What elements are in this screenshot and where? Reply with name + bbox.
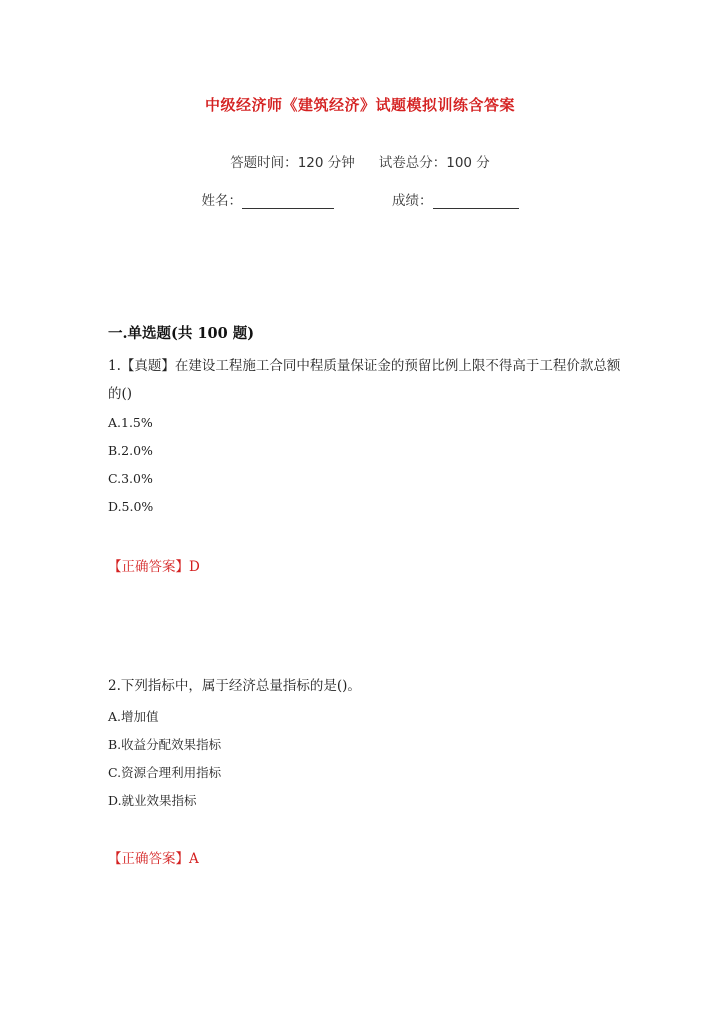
time-value: 120 分钟 bbox=[297, 155, 355, 171]
question-2-option-d: D.就业效果指标 bbox=[108, 793, 197, 808]
exam-info-row bbox=[0, 151, 720, 171]
question-2-answer: 【正确答案】A bbox=[108, 851, 199, 867]
score-blank bbox=[433, 194, 519, 209]
question-1-option-d: D.5.0% bbox=[108, 499, 154, 514]
question-2-text: 2.下列指标中，属于经济总量指标的是()。 bbox=[108, 678, 361, 694]
time-label: 答题时间： bbox=[230, 155, 298, 171]
total-label: 试卷总分： bbox=[378, 155, 447, 171]
question-1-option-a: A.1.5% bbox=[108, 415, 153, 430]
student-info-row bbox=[0, 189, 720, 209]
question-1-option-c: C.3.0% bbox=[108, 471, 153, 486]
question-1-answer: 【正确答案】D bbox=[108, 559, 200, 575]
total-value: 100 分 bbox=[446, 155, 490, 171]
question-1-text: 1.【真题】在建设工程施工合同中程质量保证金的预留比例上限不得高于工程价款总额的() bbox=[108, 358, 621, 402]
question-1-option-b: B.2.0% bbox=[108, 443, 153, 458]
question-2-option-c: C.资源合理利用指标 bbox=[108, 765, 222, 780]
question-2-option-b: B.收益分配效果指标 bbox=[108, 737, 222, 752]
section-title: 一.单选题(共 100 题) bbox=[108, 325, 255, 342]
question-2-option-a: A.增加值 bbox=[108, 709, 159, 724]
score-label: 成绩： bbox=[392, 193, 433, 209]
name-blank bbox=[242, 194, 334, 209]
name-label: 姓名： bbox=[201, 193, 242, 209]
document-title: 中级经济师《建筑经济》试题模拟训练含答案 bbox=[204, 96, 515, 114]
